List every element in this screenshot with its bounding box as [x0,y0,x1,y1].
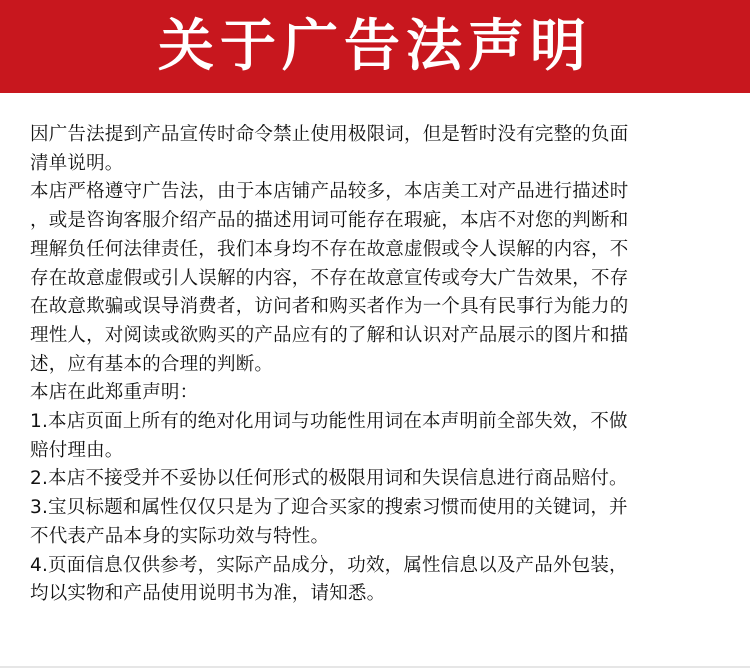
header-banner [0,0,750,93]
statement-heading: 本店在此郑重声明： [30,382,199,404]
clause-1-line: 赔付理由。 [30,439,124,461]
page-title: 关于广告法声明 [158,13,592,79]
statement-line: 因广告法提到产品宣传时命令禁止使用极限词，但是暂时没有完整的负面 [30,124,629,145]
clause-3-line: 3.宝贝标题和属性仅仅只是为了迎合买家的搜索习惯而使用的关键词，并 [30,497,628,519]
clause-4-line: 4.页面信息仅供参考，实际产品成分，功效，属性信息以及产品外包装， [30,554,628,576]
statement-body [30,121,720,609]
statement-line: 在故意欺骗或误导消费者，访问者和购买者作为一个具有民事行为能力的 [30,296,629,318]
clause-3-line: 不代表产品本身的实际功效与特性。 [30,525,330,547]
statement-line: 述，应有基本的合理的判断。 [30,353,274,375]
clause-1-line: 1.本店页面上所有的绝对化用词与功能性用词在本声明前全部失效，不做 [30,411,628,433]
statement-line: 清单说明。 [30,152,124,174]
statement-line: 存在故意虚假或引人误解的内容，不存在故意宣传或夸大广告效果，不存 [30,267,629,289]
statement-line: ，或是咨询客服介绍产品的描述用词可能存在瑕疵，本店不对您的判断和 [30,210,629,232]
clause-2-line: 2.本店不接受并不妥协以任何形式的极限用词和失误信息进行商品赔付。 [30,468,628,490]
statement-line: 理解负任何法律责任，我们本身均不存在故意虚假或令人误解的内容，不 [30,238,629,260]
statement-line: 本店严格遵守广告法，由于本店铺产品较多，本店美工对产品进行描述时 [30,181,629,203]
clause-4-line: 均以实物和产品使用说明书为准，请知悉。 [30,583,386,605]
statement-line: 理性人，对阅读或欲购买的产品应有的了解和认识对产品展示的图片和描 [30,324,629,346]
